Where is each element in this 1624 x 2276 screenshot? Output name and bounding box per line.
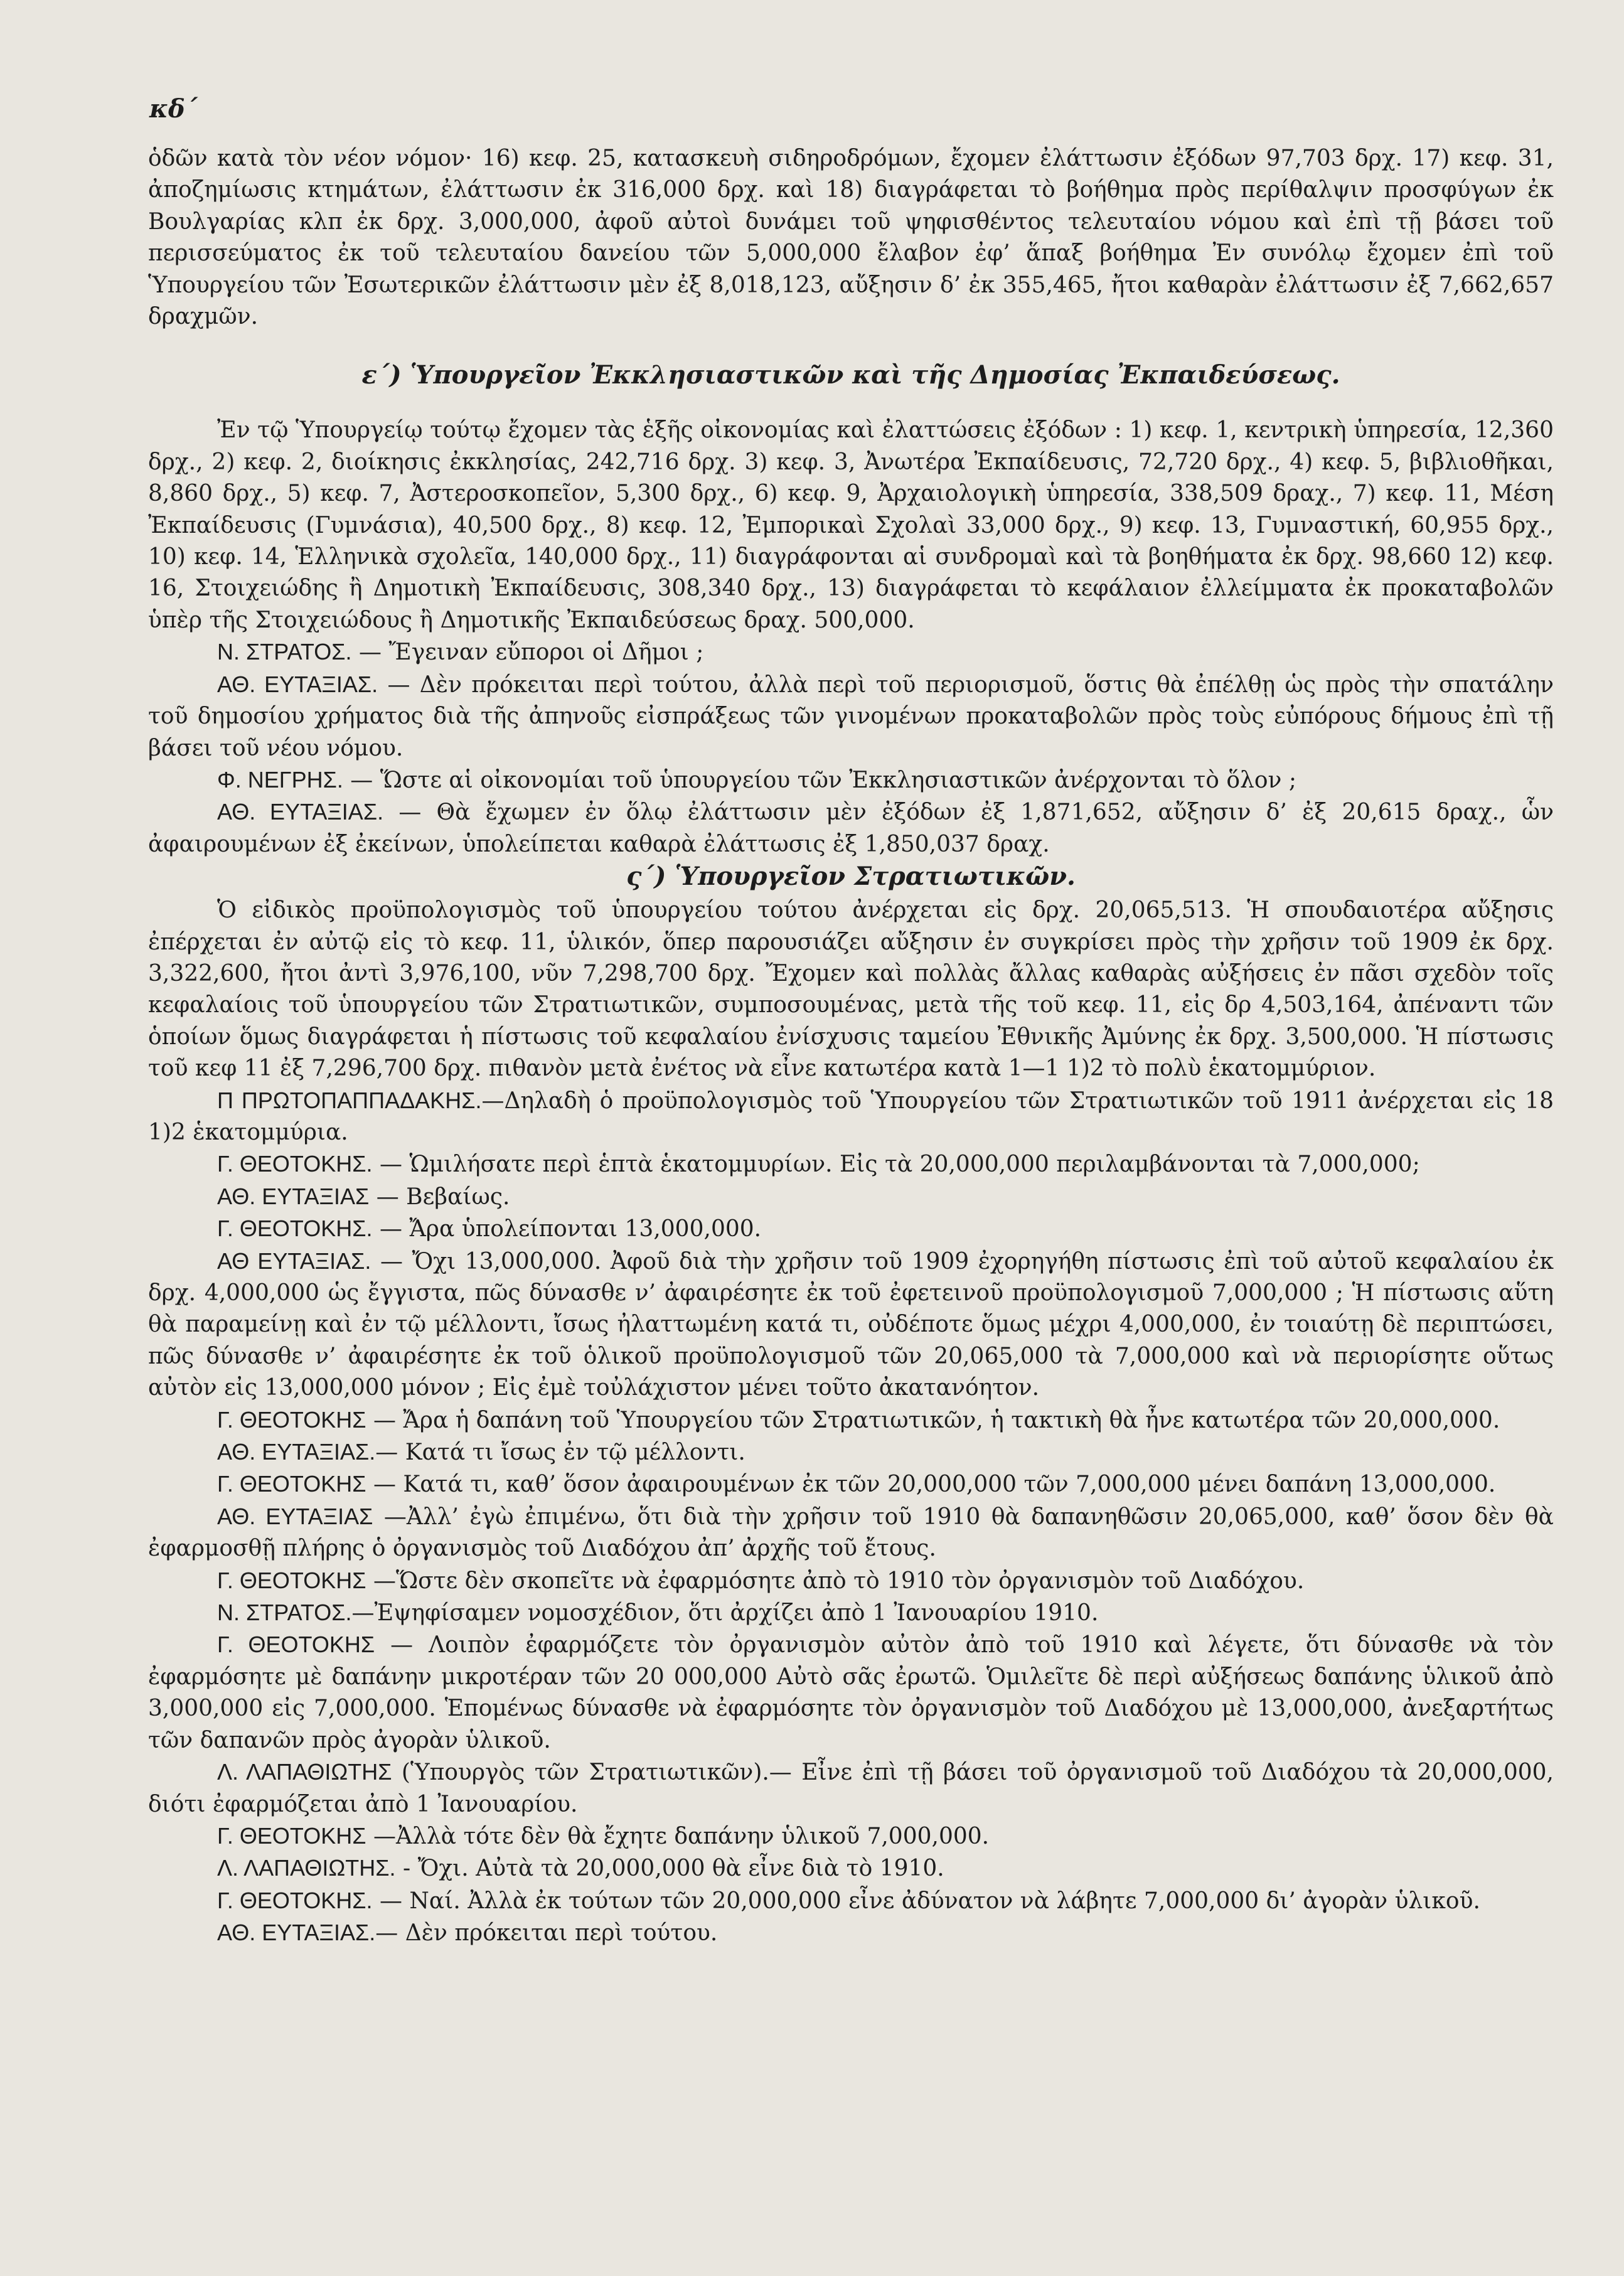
speaker-name: Γ. ΘΕΟΤΟΚΗΣ: [217, 1632, 375, 1658]
speech-text: — Ἄρα ἡ δαπάνη τοῦ Ὑπουργείου τῶν Στρατιωτικῶν, ἡ τακτικὴ θὰ ἦνε κατωτέρα τῶν 20,000,000.: [366, 1407, 1500, 1433]
exchange-paragraph: [148, 1148, 1554, 1180]
speech-text: — Δὲν πρόκειται περὶ τούτου, ἀλλὰ περὶ τοῦ περιορισμοῦ, ὅστις θὰ ἐπέλθῃ ὡς πρὸς τὴν σπατάλην τοῦ δημοσίου χρήματος διὰ τῆς ἀπηνοῦς εἰσπράξεως τῶν γινομένων προκαταβολῶν πρὸς τοὺς εὐπόρους δήμους ἐπὶ τῇ βάσει τοῦ νέου νόμου.: [148, 671, 1554, 761]
speech-text: (Ὑπουργὸς τῶν Στρατιωτικῶν).— Εἶνε ἐπὶ τῇ βάσει τοῦ ὀργανισμοῦ τοῦ Διαδόχου τὰ 20,000,000, διότι ἐφαρμόζεται ἀπὸ 1 Ἰανουαρίου.: [148, 1760, 1554, 1817]
speaker-name: Γ. ΘΕΟΤΟΚΗΣ: [217, 1567, 366, 1593]
speaker-name: Γ. ΘΕΟΤΟΚΗΣ.: [217, 1151, 373, 1177]
exchange-paragraph: [148, 1501, 1554, 1565]
speaker-name: Γ. ΘΕΟΤΟΚΗΣ: [217, 1406, 366, 1433]
speaker-name: ΑΘ. ΕΥΤΑΞΙΑΣ.: [217, 1439, 376, 1465]
speech-text: —Ὥστε δὲν σκοπεῖτε νὰ ἐφαρμόσητε ἀπὸ τὸ 1910 τὸν ὀργανισμὸν τοῦ Διαδόχου.: [366, 1568, 1305, 1594]
exchange-paragraph: [148, 1213, 1554, 1245]
exchange-paragraph: [148, 1597, 1554, 1629]
section-paragraph-ecclesiastical: Ἐν τῷ Ὑπουργείῳ τούτῳ ἔχομεν τὰς ἑξῆς οἰκονομίας καὶ ἐλαττώσεις ἐξόδων : 1) κεφ. 1, κεντρικὴ ὑπηρεσία, 12,360 δρχ., 2) κεφ. 2, διοίκησις ἐκκλησίας, 242,716 δρχ. 3) κεφ. 3, Ἀνωτέρα Ἐκπαίδευσις, 72,720 δρχ., 4) κεφ. 5, βιβλιοθῆκαι, 8,860 δρχ., 5) κεφ. 7, Ἀστεροσκοπεῖον, 5,300 δρχ., 6) κεφ. 9, Ἀρχαιολογικὴ ὑπηρεσία, 338,509 δραχ., 7) κεφ. 11, Μέση Ἐκπαίδευσις (Γυμνάσια), 40,500 δρχ., 8) κεφ. 12, Ἐμπορικαὶ Σχολαὶ 33,000 δρχ., 9) κεφ. 13, Γυμναστική, 60,955 δρχ., 10) κεφ. 14, Ἑλληνικὰ σχολεῖα, 140,000 δρχ., 11) διαγράφονται αἱ συνδρομαὶ καὶ τὰ βοηθήματα ἐκ δρχ. 98,660 12) κεφ. 16, Στοιχειώδης ἢ Δημοτικὴ Ἐκπαίδευσις, 308,340 δρχ., 13) διαγράφεται τὸ κεφάλαιον ἐλλείμματα ἐκ προκαταβολῶν ὑπὲρ τῆς Στοιχειώδους ἢ Δημοτικῆς Ἐκπαιδεύσεως δραχ. 500,000.: [148, 417, 1554, 633]
exchange-paragraph: [148, 1756, 1554, 1820]
page-content: [148, 143, 1554, 1950]
section-paragraph-military: Ὁ εἰδικὸς προϋπολογισμὸς τοῦ ὑπουργείου τούτου ἀνέρχεται εἰς δρχ. 20,065,513. Ἡ σπουδαιοτέρα αὔξησις ἐπέρχεται ἐν αὐτῷ εἰς τὸ κεφ. 11, ὑλικόν, ὅπερ παρουσιάζει αὔξησιν ἐν συγκρίσει πρὸς τὴν χρῆσιν τοῦ 1909 ἐκ δρχ. 3,322,600, ἤτοι ἀντὶ 3,976,100, νῦν 7,298,700 δρχ. Ἔχομεν καὶ πολλὰς ἄλλας καθαρὰς αὐξήσεις ἐν πᾶσι σχεδὸν τοῖς κεφαλαίοις τοῦ ὑπουργείου τῶν Στρατιωτικῶν, συμποσουμένας, μετὰ τῆς τοῦ κεφ. 11, εἰς δρ 4,503,164, ἀπέναντι τῶν ὁποίων ὅμως διαγράφεται ἡ πίστωσις τοῦ κεφαλαίου ἐνίσχυσις ταμείου Ἐθνικῆς Ἀμύνης ἐκ δρχ. 3,500,000. Ἡ πίστωσις τοῦ κεφ 11 ἐξ 7,296,700 δρχ. πιθανὸν μετὰ ἐνέτος νὰ εἶνε κατωτέρα κατὰ 1—1 1)2 τὸ πολὺ ἑκατομμύριον.: [148, 897, 1554, 1082]
speech-text: — Ὡμιλήσατε περὶ ἑπτὰ ἑκατομμυρίων. Εἰς τὰ 20,000,000 περιλαμβάνονται τὰ 7,000,000;: [372, 1151, 1420, 1178]
exchange-paragraph: [148, 1085, 1554, 1149]
exchange-paragraph: [148, 1565, 1554, 1597]
speaker-name: Γ. ΘΕΟΤΟΚΗΣ.: [217, 1887, 373, 1913]
speaker-name: ΑΘ. ΕΥΤΑΞΙΑΣ: [217, 1503, 373, 1529]
speech-text: — Κατά τι, καθ’ ὅσον ἀφαιρουμένων ἐκ τῶν 20,000,000 τῶν 7,000,000 μένει δαπάνη 13,000,000.: [366, 1472, 1496, 1498]
speaker-name: Λ. ΛΑΠΑΘΙΩΤΗΣ.: [217, 1855, 396, 1881]
exchange-paragraph: [148, 1917, 1554, 1949]
exchange-paragraph: [148, 796, 1554, 860]
speaker-name: ΑΘ. ΕΥΤΑΞΙΑΣ: [217, 1183, 370, 1209]
speech-text: —Δηλαδὴ ὁ προϋπολογισμὸς τοῦ Ὑπουργείου τῶν Στρατιωτικῶν τοῦ 1911 ἀνέρχεται εἰς 18 1)2 ἑκατομμύρια.: [148, 1087, 1554, 1145]
speech-text: — Ὥστε αἱ οἰκονομίαι τοῦ ὑπουργείου τῶν Ἐκκλησιαστικῶν ἀνέρχονται τὸ ὅλον ;: [343, 767, 1296, 793]
speaker-name: ΑΘ. ΕΥΤΑΞΙΑΣ.: [217, 1920, 376, 1946]
speech-text: — Ναί. Ἀλλὰ ἐκ τούτων τῶν 20,000,000 εἶνε ἀδύνατον νὰ λάβητε 7,000,000 δι’ ἀγορὰν ὑλικοῦ.: [372, 1888, 1480, 1914]
speech-text: — Ὄχι 13,000,000. Ἀφοῦ διὰ τὴν χρῆσιν τοῦ 1909 ἐχορηγήθη πίστωσις ἐπὶ τοῦ αὐτοῦ κεφαλαίου ἐκ δρχ. 4,000,000 ὡς ἔγγιστα, πῶς δύνασθε ν’ ἀφαιρέσητε ἐκ τοῦ ἐφετεινοῦ προϋπολογισμοῦ 7,000,000 ; Ἡ πίστωσις αὕτη θὰ παραμείνῃ καὶ ἐν τῷ μέλλοντι, ἴσως ἠλαττωμένη κατά τι, οὐδέποτε ὅμως μέχρι 4,000,000, ἐν τοιαύτῃ δὲ περιπτώσει, πῶς δύνασθε ν’ ἀφαιρέσητε ἐκ τοῦ ὁλικοῦ προϋπολογισμοῦ τῶν 20,065,000 τὰ 7,000,000 καὶ νὰ περιορίσητε οὕτως αὐτὸν εἰς 13,000,000 μόνον ; Εἰς ἐμὲ τοὐλάχιστον μένει τοῦτο ἀκατανόητον.: [148, 1248, 1554, 1401]
exchange-paragraph: [148, 1820, 1554, 1852]
speaker-name: Λ. ΛΑΠΑΘΙΩΤΗΣ: [217, 1759, 392, 1785]
exchange-paragraph: [148, 1246, 1554, 1404]
exchange-paragraph: [148, 636, 1554, 668]
speaker-name: ΑΘ. ΕΥΤΑΞΙΑΣ.: [217, 799, 384, 825]
speech-text: —Ἀλλ’ ἐγὼ ἐπιμένω, ὅτι διὰ τὴν χρῆσιν τοῦ 1910 θὰ δαπανηθῶσιν 20,065,000, καθ’ ὅσον δὲν θὰ ἐφαρμοσθῇ πλήρης ὁ ὀργανισμὸς τοῦ Διαδόχου ἀπ’ ἀρχῆς τοῦ ἔτους.: [148, 1504, 1554, 1562]
exchange-paragraph: [148, 1181, 1554, 1213]
speech-text: — Λοιπὸν ἐφαρμόζετε τὸν ὀργανισμὸν αὐτὸν ἀπὸ τοῦ 1910 καὶ λέγετε, ὅτι δύνασθε νὰ τὸν ἐφαρμόσητε μὲ δαπάνην μικροτέραν τῶν 20 000,000 Αὐτὸ σᾶς ἐρωτῶ. Ὁμιλεῖτε δὲ περὶ αὐξήσεως δαπάνης ὑλικοῦ ἀπὸ 3,000,000 εἰς 7,000,000. Ἑπομένως δύνασθε νὰ ἐφαρμόσητε τὸν ὀργανισμὸν τοῦ Διαδόχου μὲ 13,000,000, ἀνεξαρτήτως τῶν δαπανῶν πρὸς ἀγορὰν ὑλικοῦ.: [148, 1632, 1554, 1753]
speech-text: — Δὲν πρόκειται περὶ τούτου.: [375, 1920, 718, 1947]
exchange-paragraph: [148, 1852, 1554, 1884]
speech-text: —Ἀλλὰ τότε δὲν θὰ ἔχητε δαπάνην ὑλικοῦ 7,000,000.: [366, 1823, 990, 1849]
exchange-paragraph: [148, 1885, 1554, 1917]
speech-text: — Ἔγειναν εὔποροι οἱ Δῆμοι ;: [351, 639, 704, 666]
speech-text: — Κατά τι ἴσως ἐν τῷ μέλλοντι.: [375, 1440, 745, 1466]
exchange-paragraph: [148, 1629, 1554, 1756]
speech-text: —Ἐψηφίσαμεν νομοσχέδιον, ὅτι ἀρχίζει ἀπὸ 1 Ἰανουαρίου 1910.: [351, 1600, 1099, 1627]
speech-text: — Θὰ ἔχωμεν ἐν ὅλῳ ἐλάττωσιν μὲν ἐξόδων ἐξ 1,871,652, αὔξησιν δ’ ἐξ 20,615 δραχ., ὧν ἀφαιρουμένων ἐξ ἐκείνων, ὑπολείπεται καθαρὰ ἐλάττωσις ἐξ 1,850,037 δραχ.: [148, 799, 1554, 857]
speaker-name: Γ. ΘΕΟΤΟΚΗΣ.: [217, 1215, 373, 1242]
speaker-name: Φ. ΝΕΓΡΗΣ.: [217, 766, 343, 793]
speaker-name: Ν. ΣΤΡΑΤΟΣ.: [217, 1600, 352, 1626]
speaker-name: ΑΘ. ΕΥΤΑΞΙΑΣ.: [217, 671, 378, 697]
page-number: κδ΄: [149, 94, 198, 124]
speaker-name: Π ΠΡΩΤΟΠΑΠΠΑΔΑΚΗΣ.: [217, 1087, 482, 1113]
speaker-name: Ν. ΣΤΡΑΤΟΣ.: [217, 639, 352, 665]
speaker-name: Γ. ΘΕΟΤΟΚΗΣ: [217, 1471, 366, 1497]
exchange-paragraph: [148, 669, 1554, 764]
exchange-paragraph: [148, 1436, 1554, 1468]
section-heading-ecclesiastical: ε΄) Ὑπουργεῖον Ἐκκλησιαστικῶν καὶ τῆς Δημοσίας Ἐκπαιδεύσεως.: [361, 360, 1340, 390]
speech-text: — Βεβαίως.: [369, 1183, 510, 1210]
intro-paragraph: ὁδῶν κατὰ τὸν νέον νόμον· 16) κεφ. 25, κατασκευὴ σιδηροδρόμων, ἔχομεν ἐλάττωσιν ἐξόδων 97,703 δρχ. 17) κεφ. 31, ἀποζημίωσις κτημάτων, ἐλάττωσιν ἐκ 316,000 δρχ. καὶ 18) διαγράφεται τὸ βοήθημα πρὸς περίθαλψιν προσφύγων ἐκ Βουλγαρίας κλπ ἐκ δρχ. 3,000,000, ἀφοῦ αὐτοὶ δυνάμει τοῦ ψηφισθέντος τελευταίου νόμου καὶ ἐπὶ τῇ βάσει τοῦ περισσεύματος ἐκ τοῦ τελευταίου δανείου τῶν 5,000,000 ἔλαβον ἐφ’ ἅπαξ βοήθημα Ἐν συνόλῳ ἔχομεν ἐπὶ τοῦ Ὑπουργείου τῶν Ἐσωτερικῶν ἐλάττωσιν μὲν ἐξ 8,018,123, αὔξησιν δ’ ἐκ 355,465, ἤτοι καθαρὰν ἐλάττωσιν ἐξ 7,662,657 δραχμῶν.: [148, 146, 1554, 330]
speech-text: — Ἄρα ὑπολείπονται 13,000,000.: [372, 1216, 762, 1242]
speaker-name: Γ. ΘΕΟΤΟΚΗΣ: [217, 1822, 366, 1849]
exchange-paragraph: [148, 1404, 1554, 1436]
section-heading-military: ς΄) Ὑπουργεῖον Στρατιωτικῶν.: [626, 862, 1076, 892]
exchange-paragraph: [148, 1468, 1554, 1500]
speaker-name: ΑΘ ΕΥΤΑΞΙΑΣ.: [217, 1248, 371, 1274]
speech-text: - Ὄχι. Αὐτὰ τὰ 20,000,000 θὰ εἶνε διὰ τὸ 1910.: [395, 1856, 944, 1882]
exchange-paragraph: [148, 764, 1554, 796]
